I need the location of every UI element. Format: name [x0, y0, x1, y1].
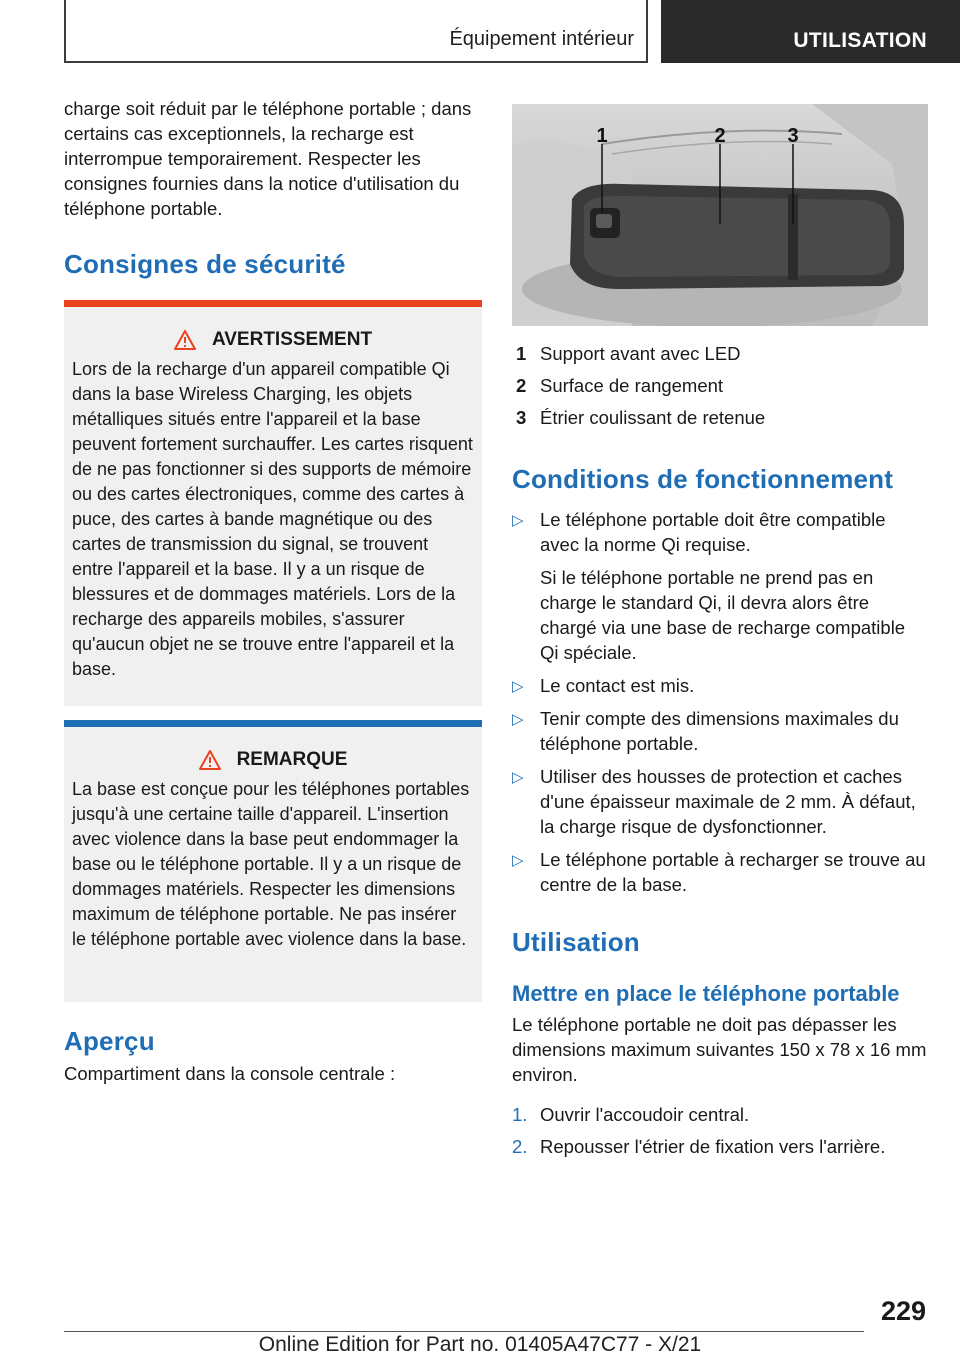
conditions-list	[512, 507, 928, 897]
chapter-tab	[661, 0, 960, 63]
right-column	[512, 104, 928, 1163]
overview-text: Compartiment dans la console centrale :	[64, 1063, 396, 1084]
list-item	[512, 1099, 928, 1131]
section-title: Équipement intérieur	[449, 28, 634, 50]
note-box	[64, 720, 482, 1002]
legend-text: Surface de rangement	[540, 375, 724, 396]
caution-triangle-icon	[199, 750, 221, 770]
figure-label-1: 1	[596, 125, 608, 147]
left-column	[64, 96, 482, 1086]
step-number: 1.	[512, 1104, 528, 1125]
section-tab	[64, 0, 648, 63]
step-text: Repousser l'étrier de fixation vers l'arrière.	[540, 1136, 886, 1157]
condition-text: Le téléphone portable à recharger se trouve au centre de la base.	[540, 849, 926, 895]
note-title-row	[72, 749, 474, 771]
triangle-bullet-icon: ▷	[512, 769, 524, 786]
step-number: 2.	[512, 1136, 528, 1157]
place-phone-heading: Mettre en place le téléphone portable	[512, 981, 900, 1006]
list-item	[512, 507, 928, 665]
legend-number: 1	[516, 343, 527, 364]
list-item	[512, 1131, 928, 1163]
footer-divider	[64, 1331, 864, 1332]
step-text: Ouvrir l'accoudoir central.	[540, 1104, 750, 1125]
note-title: REMARQUE	[236, 749, 348, 770]
edition-footer: Online Edition for Part no. 01405A47C77 - X/21	[258, 1333, 702, 1356]
use-heading: Utilisation	[512, 927, 640, 957]
legend-number: 2	[516, 375, 527, 396]
intro-paragraph: charge soit réduit par le téléphone portable ; dans certains cas exceptionnels, la recharge est interrompue temporairement. Respecter les consignes fournies dans la notice d'utilisation du téléphone portable.	[64, 98, 472, 219]
conditions-heading: Conditions de fonctionnement	[512, 464, 894, 494]
warning-box	[64, 300, 482, 706]
condition-text: Utiliser des housses de protection et caches d'une épaisseur maximale de 2 mm. À défaut, la charge risque de dysfonctionner.	[540, 766, 916, 837]
condition-subtext: Si le téléphone portable ne prend pas en charge le standard Qi, il devra alors être chargé via une base de recharge compatible Qi spéciale.	[540, 567, 906, 663]
list-item	[512, 706, 928, 756]
legend-text: Étrier coulissant de retenue	[540, 407, 766, 428]
triangle-bullet-icon: ▷	[512, 852, 524, 869]
triangle-bullet-icon: ▷	[512, 711, 524, 728]
list-item	[512, 847, 928, 897]
condition-text: Tenir compte des dimensions maximales du téléphone portable.	[540, 708, 899, 754]
triangle-bullet-icon: ▷	[512, 678, 524, 695]
condition-text: Le téléphone portable doit être compatible avec la norme Qi requise.	[540, 509, 886, 555]
legend-item	[512, 402, 928, 434]
condition-text: Le contact est mis.	[540, 675, 695, 696]
place-phone-text: Le téléphone portable ne doit pas dépasser les dimensions maximum suivantes 150 x 78 x 16 mm environ.	[512, 1014, 927, 1085]
warning-text: Lors de la recharge d'un appareil compatible Qi dans la base Wireless Charging, les objets métalliques situés entre l'appareil et la base peuvent fortement surchauffer. Les cartes risquent de ne pas fonctionner si des supports de mémoire ou des cartes électroniques, comme des cartes à puce, des cartes à bande magnétique ou des cartes de transmission du signal, se trouvent entre l'appareil et la base. Il y a un risque de blessures et de dommages matériels. Lors de la recharge des appareils mobiles, s'assurer qu'aucun objet ne se trouve entre l'appareil et la base.	[72, 359, 473, 679]
figure-label-3: 3	[787, 125, 799, 147]
legend-text: Support avant avec LED	[540, 343, 741, 364]
list-item	[512, 764, 928, 839]
chapter-title: UTILISATION	[793, 29, 927, 52]
warning-title-row	[72, 329, 474, 351]
note-text: La base est conçue pour les téléphones portables jusqu'à une certaine taille d'appareil. L'insertion avec violence dans la base peut endommager la base ou le téléphone portable. Il y a un risque de dommages matériels. Respecter les dimensions maximum de téléphone portable. Ne pas insérer le téléphone portable avec violence dans la base.	[72, 779, 470, 949]
steps-list	[512, 1099, 928, 1163]
figure-label-2: 2	[714, 125, 726, 147]
console-compartment-image	[512, 104, 928, 326]
page-number: 229	[880, 1296, 926, 1326]
safety-heading: Consignes de sécurité	[64, 249, 346, 279]
warning-title: AVERTISSEMENT	[211, 329, 373, 350]
legend-item	[512, 370, 928, 402]
list-item	[512, 673, 928, 698]
legend-number: 3	[516, 407, 527, 428]
triangle-bullet-icon: ▷	[512, 512, 524, 529]
warning-triangle-icon	[174, 330, 196, 350]
overview-heading: Aperçu	[64, 1026, 155, 1056]
legend-item	[512, 338, 928, 370]
console-illustration	[512, 104, 928, 326]
figure-legend	[512, 338, 928, 434]
